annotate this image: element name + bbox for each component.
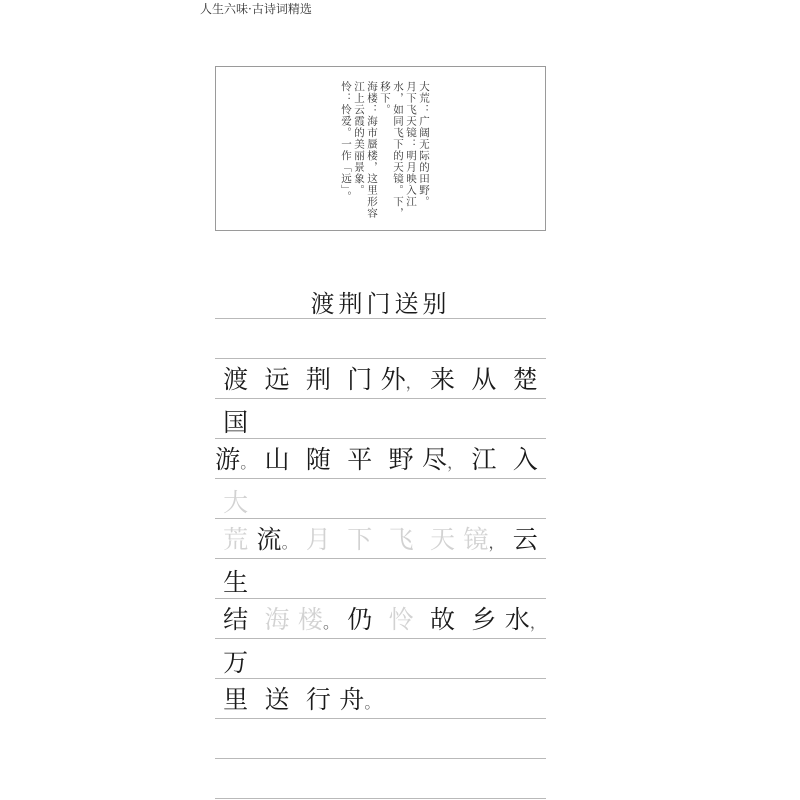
note-3: 海楼：海市蜃楼，这里形容江上云霞的美丽景象。 (353, 81, 378, 219)
poem-line (215, 440, 546, 517)
ruled-line (215, 358, 546, 359)
note-1: 大荒：广阔无际的田野。 (418, 81, 430, 208)
poem-char (339, 680, 380, 723)
char-glyph: 来 (430, 365, 456, 394)
char-glyph: 荒 (223, 525, 249, 554)
poem-char (256, 360, 297, 403)
char-glyph: 入 (512, 445, 538, 474)
poem-char (298, 360, 339, 403)
poem-line (215, 680, 546, 720)
poem-char (339, 600, 380, 643)
char-glyph: 门 (347, 365, 373, 394)
ruled-line (215, 518, 546, 519)
char-glyph: 万 (223, 648, 249, 677)
annotation-box (215, 66, 546, 231)
punctuation: 。 (240, 453, 257, 472)
note-2: 月下飞天镜：明月映入江水，如同飞下的天镜。下，移下。 (379, 81, 417, 219)
poem-char (215, 360, 256, 403)
poem-char (215, 600, 256, 643)
poem-char (215, 680, 256, 723)
poem-char (505, 440, 546, 483)
char-glyph: 野 (388, 445, 414, 474)
char-glyph: 里 (223, 685, 249, 714)
char-glyph: 远 (264, 365, 290, 394)
poem-line (215, 600, 546, 677)
ruled-line (215, 798, 546, 799)
punctuation: ， (405, 373, 422, 392)
poem-char (215, 520, 256, 563)
char-glyph: 镜 (463, 525, 489, 554)
poem-char (422, 520, 463, 563)
punctuation: ， (447, 453, 464, 472)
ruled-line (215, 438, 546, 439)
poem-char (298, 600, 339, 643)
char-glyph: 海 (264, 605, 290, 634)
char-glyph: 渡 (223, 365, 249, 394)
poem-char (298, 440, 339, 483)
char-glyph: 尽 (422, 445, 448, 474)
poem-char (381, 360, 422, 403)
poem-char (505, 360, 546, 403)
poem-char (339, 440, 380, 483)
poem-char (256, 600, 297, 643)
poem-char (215, 440, 256, 483)
ruled-line (215, 318, 546, 319)
char-glyph: 云 (512, 525, 538, 554)
char-glyph: 国 (223, 408, 249, 437)
poem-char (463, 440, 504, 483)
poem-char (256, 520, 297, 563)
char-glyph: 月 (305, 525, 331, 554)
poem-char (381, 440, 422, 483)
char-glyph: 行 (305, 685, 331, 714)
poem-char (505, 520, 546, 563)
char-glyph: 乡 (471, 605, 497, 634)
ruled-line (215, 598, 546, 599)
char-glyph: 游 (215, 445, 241, 474)
char-glyph: 江 (471, 445, 497, 474)
poem-line (215, 360, 546, 437)
poem-title: 渡荆门送别 (310, 290, 451, 318)
poem-char (215, 563, 256, 603)
poem-char (463, 600, 504, 643)
char-glyph: 生 (223, 568, 249, 597)
poem-char (298, 680, 339, 723)
char-glyph: 仍 (347, 605, 373, 634)
note-4: 怜：怜爱。一作「远」。 (340, 81, 352, 203)
poem-char (256, 680, 297, 723)
punctuation: ， (488, 533, 505, 552)
running-header: 人生六味·古诗词精选 (200, 2, 312, 16)
poem-char (215, 483, 256, 523)
char-glyph: 结 (223, 605, 249, 634)
poem-char (339, 360, 380, 403)
char-glyph: 下 (347, 525, 373, 554)
char-glyph: 故 (430, 605, 456, 634)
char-glyph: 随 (305, 445, 331, 474)
poem-char (422, 600, 463, 643)
punctuation: 。 (281, 533, 298, 552)
char-glyph: 大 (223, 488, 249, 517)
char-glyph: 怜 (388, 605, 414, 634)
char-glyph: 楚 (512, 365, 538, 394)
char-glyph: 流 (256, 525, 282, 554)
poem-line (215, 520, 546, 597)
punctuation: 。 (364, 693, 381, 712)
char-glyph: 天 (430, 525, 456, 554)
poem-char (422, 440, 463, 483)
char-glyph: 水 (504, 605, 530, 634)
poem-char (215, 403, 256, 443)
char-glyph: 送 (264, 685, 290, 714)
poem-char (381, 520, 422, 563)
punctuation: ， (529, 613, 546, 632)
poem-char (463, 520, 504, 563)
char-glyph: 山 (264, 445, 290, 474)
poem-char (215, 643, 256, 683)
poem-char (381, 600, 422, 643)
char-glyph: 外 (380, 365, 406, 394)
poem-char (256, 440, 297, 483)
poem-char (463, 360, 504, 403)
punctuation: 。 (322, 613, 339, 632)
poem-char (298, 520, 339, 563)
annotation-text (339, 81, 430, 230)
ruled-line (215, 678, 546, 679)
char-glyph: 舟 (339, 685, 365, 714)
char-glyph: 平 (347, 445, 373, 474)
poem-char (505, 600, 546, 643)
char-glyph: 飞 (388, 525, 414, 554)
ruled-line (215, 758, 546, 759)
char-glyph: 荆 (305, 365, 331, 394)
char-glyph: 从 (471, 365, 497, 394)
poem-char (339, 520, 380, 563)
char-glyph: 楼 (297, 605, 323, 634)
poem-char (422, 360, 463, 403)
